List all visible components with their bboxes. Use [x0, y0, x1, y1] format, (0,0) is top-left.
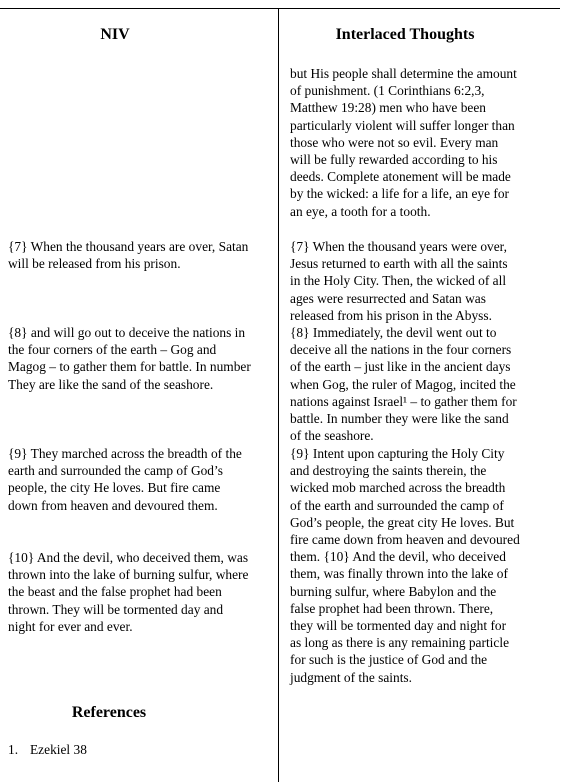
niv-column-header: NIV	[100, 26, 130, 43]
references-heading: References	[71, 704, 147, 721]
interlaced-verses-9-10: {9} Intent upon capturing the Holy City and destroying the saints therein, the wicked mob marched across the breadth of the earth and surrounded the camp of God’s people, the great city He loves. But fire came down from heaven and devoured them. {10} And the devil, who deceived them, was finally thrown into the lake of burning sulfur, where Babylon and the false prophet had been thrown. There, they will be tormented day and night for as long as there is any remaining particle for such is the justice of God and the judgment of the saints.	[290, 446, 520, 685]
reference-text: Ezekiel 38	[30, 742, 87, 757]
reference-number: 1.	[8, 742, 19, 757]
niv-verse-9: {9} They marched across the breadth of the earth and surrounded the camp of God’s people, the city He loves. But fire came down from heaven and devoured them.	[8, 446, 242, 513]
niv-verse-8: {8} and will go out to deceive the nations in the four corners of the earth – Gog and Magog – to gather them for battle. In number They are like the sand of the seashore.	[8, 325, 251, 392]
niv-verse-7: {7} When the thousand years are over, Satan will be released from his prison.	[8, 239, 249, 272]
reference-item	[8, 742, 87, 758]
interlaced-text-continuation: but His people shall determine the amount of punishment. (1 Corinthians 6:2,3, Matthew 19:28) men who have been particularly violent will suffer longer than those who were not so evil. Every man will be fully rewarded according to his deeds. Complete atonement will be made by the wicked: a life for a life, an eye for an eye, a tooth for a tooth.	[290, 66, 517, 219]
top-rule	[0, 8, 560, 9]
interlaced-verse-8: {8} Immediately, the devil went out to deceive all the nations in the four corners of the earth – just like in the ancient days when Gog, the ruler of Magog, incited the nations against Israel¹ – to gather them for battle. In number they were like the sand of the seashore.	[290, 325, 517, 444]
niv-verse-10: {10} And the devil, who deceived them, was thrown into the lake of burning sulfur, where the beast and the false prophet had been thrown. They will be tormented day and night for ever and ever.	[8, 550, 249, 634]
interlaced-thoughts-column-header: Interlaced Thoughts	[335, 26, 475, 43]
interlaced-verse-7: {7} When the thousand years were over, Jesus returned to earth with all the saints in the Holy City. Then, the wicked of all ages were resurrected and Satan was released from his prison in the Abyss.	[290, 239, 508, 323]
column-divider	[278, 8, 279, 782]
